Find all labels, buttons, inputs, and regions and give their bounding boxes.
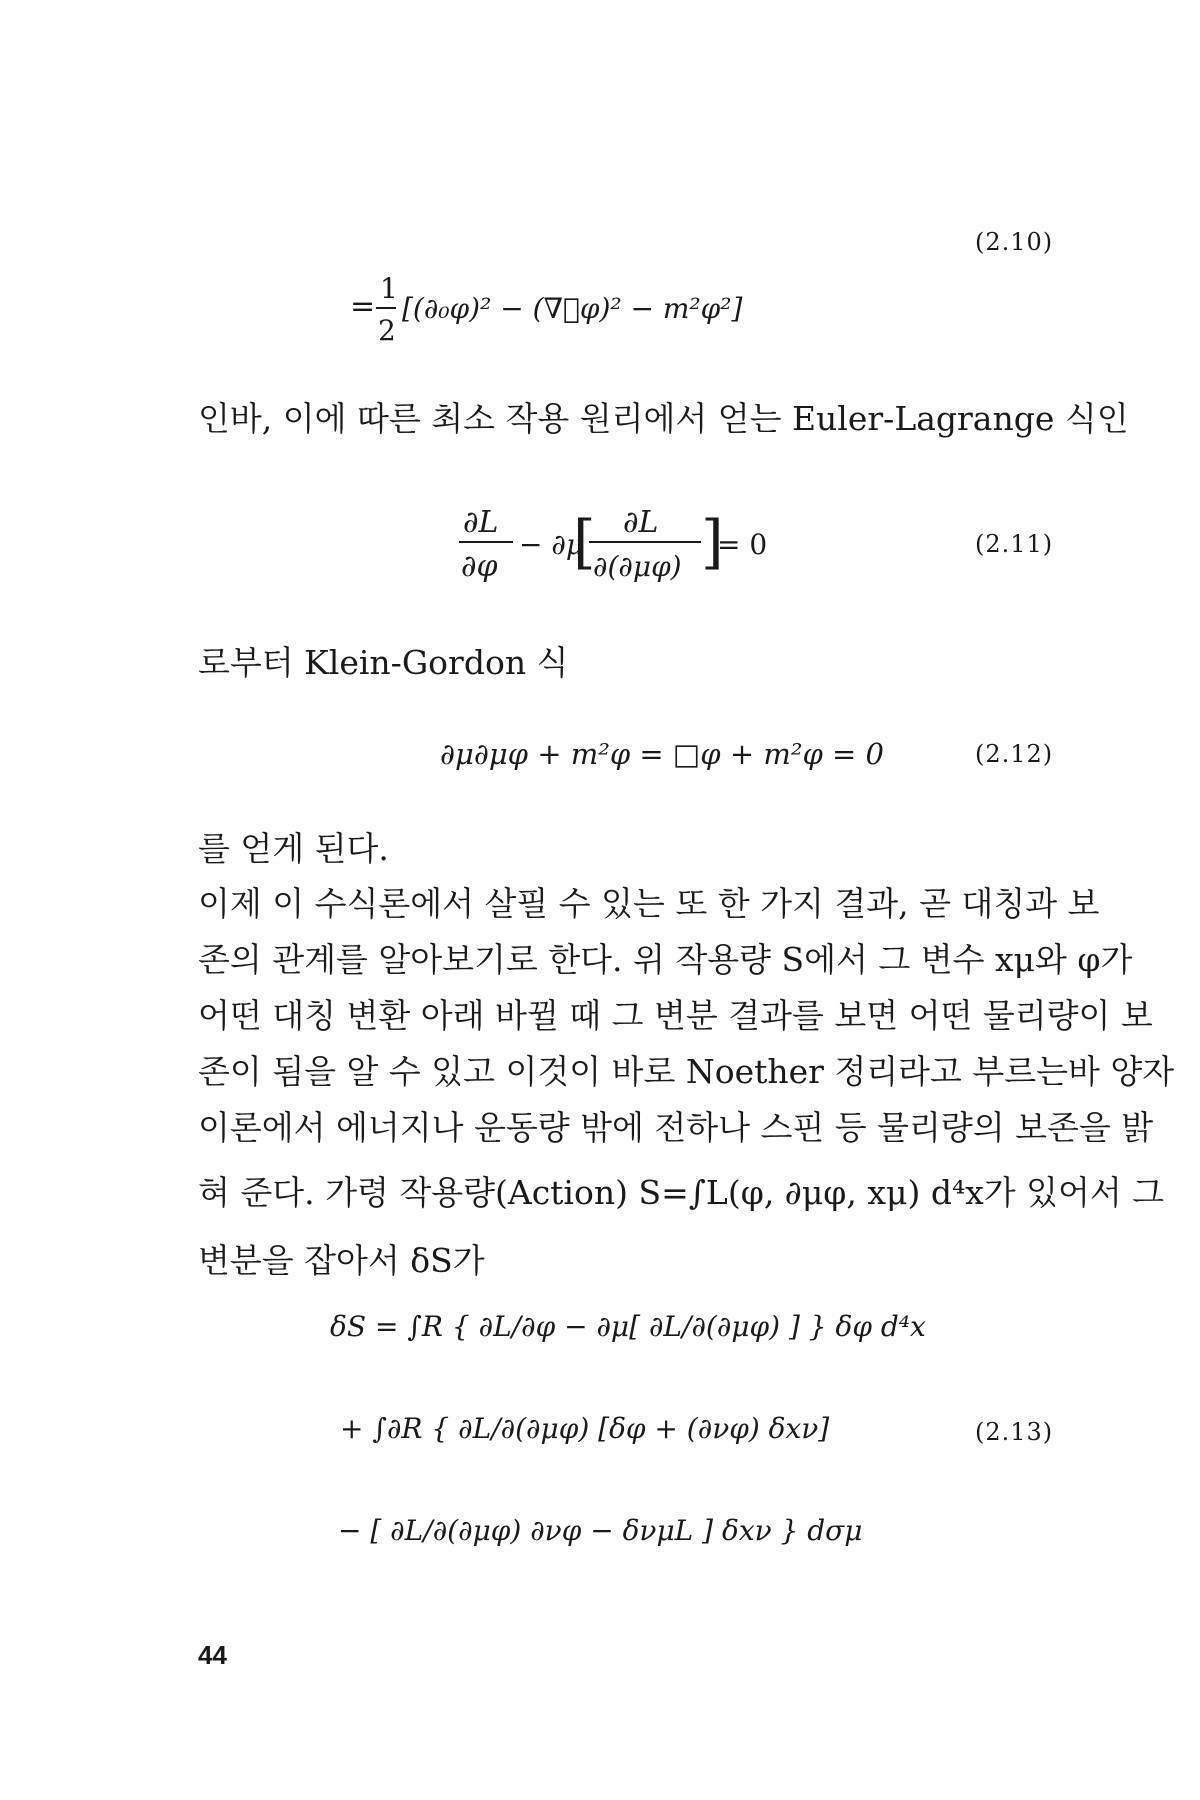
eq-2-11-minus: − ∂μ <box>519 528 585 561</box>
equation-2-12 <box>440 728 884 778</box>
eq-2-11-den2: ∂(∂μφ) <box>593 550 682 583</box>
paragraph-4 <box>198 876 1175 1292</box>
eq-2-13-line-2: + ∫∂R { ∂L/∂(∂μφ) [δφ + (∂νφ) δxν] <box>340 1412 830 1445</box>
eq-2-13-number: (2.13) <box>975 1418 1054 1446</box>
paragraph-4-line-7: 변분을 잡아서 δS가 <box>198 1241 485 1280</box>
eq-2-11-num1: ∂L <box>463 505 499 540</box>
paragraph-4-line-3: 어떤 대칭 변환 아래 바뀔 때 그 변분 결과를 보면 어떤 물리량이 보 <box>198 996 1153 1035</box>
paragraph-4-line-6: 혀 준다. 가령 작용량(Action) S=∫L(φ, ∂μφ, xμ) d⁴x가 있어서 그 <box>198 1173 1165 1212</box>
paragraph-4-line-4: 존이 됨을 알 수 있고 이것이 바로 Noether 정리라고 부르는바 양자 <box>198 1052 1175 1091</box>
eq-2-10-frac-num: 1 <box>380 272 398 305</box>
equation-2-10 <box>350 268 770 358</box>
eq-2-11-den1: ∂φ <box>461 549 498 584</box>
paragraph-2-line: 로부터 Klein-Gordon 식 <box>198 643 569 682</box>
paragraph-3-line: 를 얻게 된다. <box>198 829 389 868</box>
eq-2-10-body: [(∂₀φ)² − (∇⃗φ)² − m²φ²] <box>402 292 743 325</box>
equation-2-11 <box>455 500 768 600</box>
paragraph-4-line-2: 존의 관계를 알아보기로 한다. 위 작용량 S에서 그 변수 xμ와 φ가 <box>198 940 1133 979</box>
svg-text:]: ] <box>701 508 724 576</box>
paragraph-1-line: 인바, 이에 따른 최소 작용 원리에서 얻는 Euler-Lagrange 식인 <box>198 399 1129 438</box>
paragraph-4-line-1: 이제 이 수식론에서 살필 수 있는 또 한 가지 결과, 곧 대칭과 보 <box>198 884 1100 923</box>
eq-2-10-number: (2.10) <box>975 228 1054 256</box>
paragraph-2 <box>198 636 1078 689</box>
eq-2-10-frac-den: 2 <box>378 314 396 347</box>
paragraph-1 <box>198 392 1129 445</box>
eq-2-12-number: (2.12) <box>975 740 1054 768</box>
eq-2-11-num2: ∂L <box>623 505 659 540</box>
eq-2-12-text: ∂μ∂μφ + m²φ = □φ + m²φ = 0 <box>440 737 884 771</box>
svg-text:[: [ <box>573 508 596 576</box>
equation-2-13 <box>330 1290 926 1580</box>
paragraph-3 <box>198 822 1078 875</box>
page-number: 44 <box>198 1640 227 1670</box>
eq-2-10-eq: = <box>350 289 376 324</box>
eq-2-13-line-3: − [ ∂L/∂(∂μφ) ∂νφ − δνμL ] δxν } dσμ <box>338 1514 863 1547</box>
eq-2-11-rhs: = 0 <box>717 528 768 561</box>
paragraph-4-line-5: 이론에서 에너지나 운동량 밖에 전하나 스핀 등 물리량의 보존을 밝 <box>198 1108 1154 1147</box>
eq-2-13-line-1: δS = ∫R { ∂L/∂φ − ∂μ[ ∂L/∂(∂μφ) ] } δφ d⁴x <box>330 1310 926 1343</box>
eq-2-11-number: (2.11) <box>975 530 1054 558</box>
